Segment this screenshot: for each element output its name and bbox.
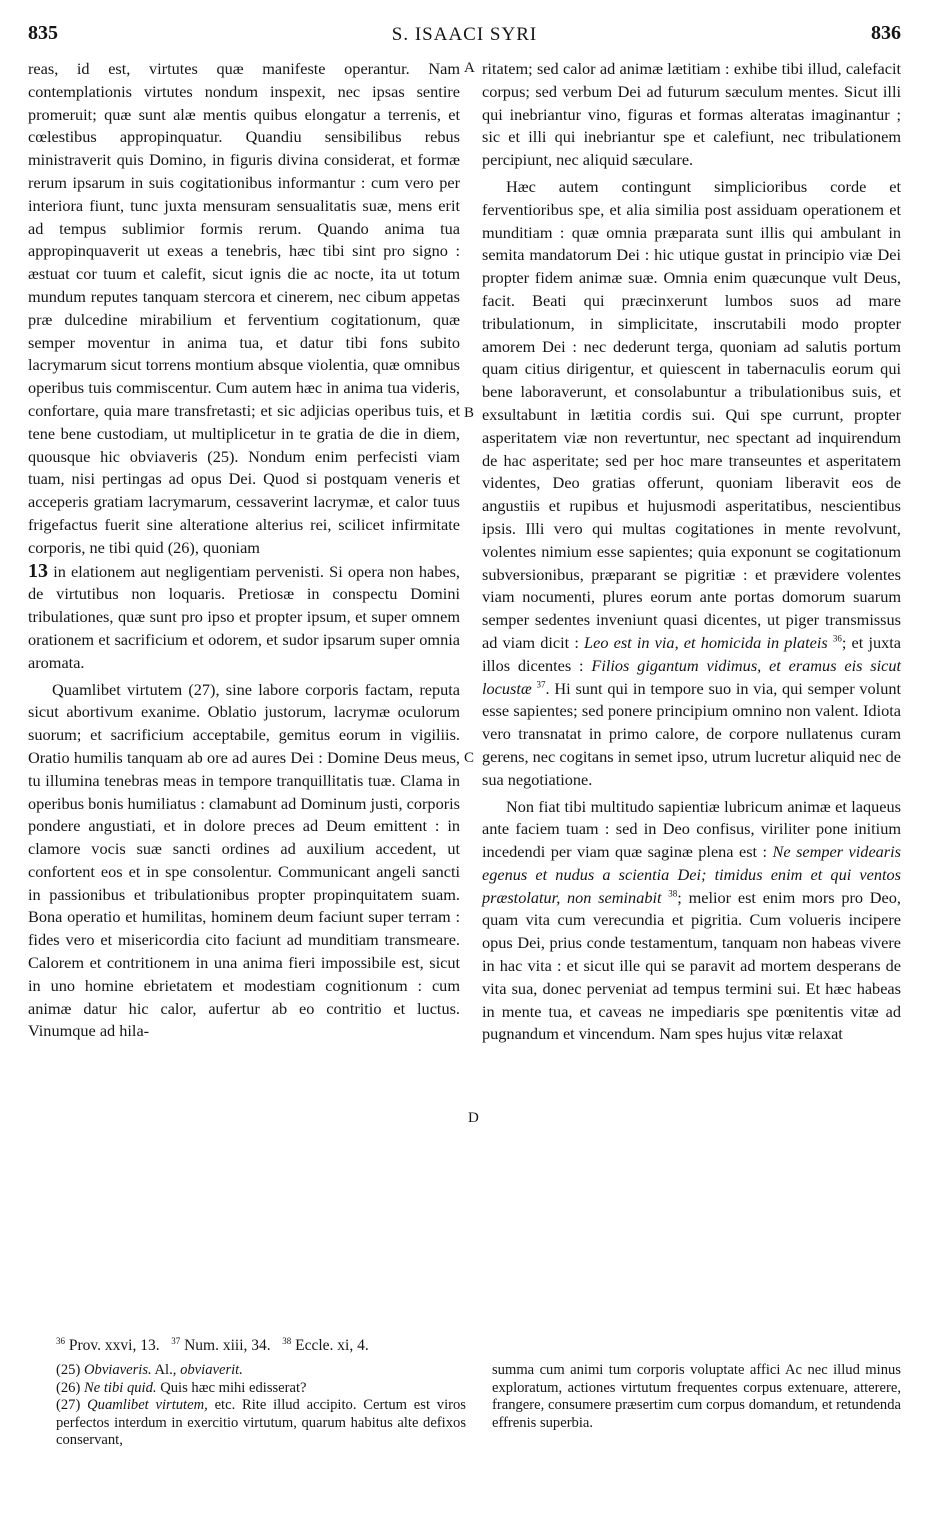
scripture-quote: Ne semper videaris egenus et nudus a scientia Dei; timidus enim et qui ventos præstolatur, non seminabit bbox=[482, 842, 902, 907]
paragraph-text: ; melior est enim mors pro Deo, quam vita cum verecundia et pigritia. Cum volueris incipere opus Dei, prius conde testamentum, tanquam non habeas vivere in hac vita : et sicut ille qui se paravit ad mortem desperans de vita sua, donec perveniat ad tempus termini sui. Et hæc habeas in mente tua, et caveas ne impediaris spe pœnitentis vitæ ad pugnandum et vincendum. Nam spes hujus vitæ relaxat bbox=[482, 887, 901, 1044]
paragraph-text: Hæc autem contingunt simplicioribus corde et ferventioribus spe, et alia similia post assiduam operationem et munditiam : quæ omnia præparata sunt illis qui ambulant in semita mandatorum Dei : hic utique gustat in principio viæ Dei propter fidem animæ suæ. Omnia enim quæcunque vult Deus, facit. Beati qui præcinxerunt lumbos suos ad mare tribulationum, in simplicitate, inscrutabili modo propter amorem Dei : nec dederunt terga, quoniam ad salutis portum quam citius dirigentur, et quiescent in tabernaculis eorum qui bene laboraverunt, et consolabuntur a tribulationibus suis, et exsultabunt in lætitia cordis sui. Qui spe currunt, propter asperitatem viæ non revertuntur, nec spectant ad inquirendum de hac asperitate; sed per hoc mare transeuntes et asperitatem videntes, Deo gratias offerunt, quoniam liberavit eos de angustiis et rupibus et hujusmodi asperitatibus, nescientibus ipsis. Illi vero qui multas cogitationes in mente revolvunt, volentes nimium esse sapientes; quia exponunt se cogitationum subversionibus, præparant se pigritiæ : et prævidere volentes viam nocumenti, plures eorum ante portas domorum suarum semper sedentes inveniunt quasi dicentes, ut piger transmissus ad viam dicit : bbox=[482, 176, 901, 652]
reference-number: 36 bbox=[56, 1335, 65, 1346]
scripture-quote: Leo est in via, et homicida in plateis bbox=[584, 632, 828, 652]
reference-text: Prov. xxvi, 13. bbox=[68, 1337, 160, 1354]
footnote-lemma: Ne tibi quid. bbox=[83, 1379, 157, 1396]
footnote-number: (27) bbox=[56, 1397, 81, 1414]
footnote-continuation: summa cum animi tum corporis voluptate affici Ac nec illud minus exploratum, actiones virtutum frequentes corpus extenuare, atterere, frangere, consumere præsertim cum corpus domandum, et retundenda effrenis superbia. bbox=[492, 1362, 901, 1431]
paragraph-text: in elationem aut negligentiam pervenisti. Si opera non habes, de virtutibus non loquaris. Pretiosæ in conspectu Domini tribulationes, quæ sunt pro ipso et propter ipsum, et super omnem orationem et sacrificium et odorem, et sudor ipsarum super omnia aromata. bbox=[28, 561, 460, 672]
footnote bbox=[56, 1362, 466, 1380]
page-number-left: 835 bbox=[28, 22, 58, 44]
paragraph bbox=[482, 796, 901, 1047]
paragraph-text: ; et juxta illos dicentes : bbox=[482, 632, 902, 675]
footnote-text: Quis hæc mihi edisserat? bbox=[160, 1379, 307, 1396]
margin-letter-d: D bbox=[468, 1110, 479, 1126]
footnote-number: (26) bbox=[56, 1379, 81, 1396]
footnote bbox=[56, 1380, 466, 1398]
page-header bbox=[28, 22, 901, 52]
margin-letter-b: B bbox=[464, 405, 475, 421]
reference-text: Num. xiii, 34. bbox=[184, 1337, 271, 1354]
footnote-text: Al., bbox=[154, 1362, 177, 1378]
scripture-quote: Filios gigantum vidimus, et eramus eis sicut locustæ bbox=[482, 655, 901, 698]
right-column bbox=[482, 58, 901, 1046]
footnote-variant: obviaverit. bbox=[180, 1362, 243, 1378]
reference-marker: 38 bbox=[668, 888, 678, 899]
reference-marker: 36 bbox=[832, 633, 842, 644]
margin-letter-c: C bbox=[464, 750, 475, 766]
paragraph bbox=[482, 176, 901, 792]
footnote-text: etc. Rite illud accipito. Certum est viros perfectos interdum in exercitio virtutum, quarum habitus alte defixos conservant, bbox=[56, 1397, 466, 1449]
footnotes-left bbox=[56, 1362, 466, 1450]
footnote-number: (25) bbox=[56, 1362, 81, 1378]
footnote-lemma: Quamlibet virtutem, bbox=[87, 1397, 208, 1414]
column-number: 13 bbox=[28, 559, 48, 582]
reference-text: Eccle. xi, 4. bbox=[295, 1337, 369, 1354]
paragraph-text: . Hi sunt qui in tempore suo in via, qui semper volunt esse sapientes; sed ponere principium omnino non valent. Idiota vero transnatat in primo calore, de corpore nullatenus curam gerens, nec cogitans in semet ipso, utrum lucretur aliquid nec de sua negotiatione. bbox=[482, 678, 902, 789]
reference-number: 38 bbox=[282, 1335, 292, 1346]
reference-marker: 37 bbox=[536, 679, 546, 690]
paragraph bbox=[28, 58, 460, 675]
scripture-references bbox=[56, 1337, 901, 1355]
footnote-lemma: Obviaveris. bbox=[83, 1362, 152, 1378]
footnote bbox=[56, 1397, 466, 1450]
margin-letter-a: A bbox=[464, 60, 475, 76]
page-number-right: 836 bbox=[871, 22, 901, 44]
paragraph-text: reas, id est, virtutes quæ manifeste operantur. Nam contemplationis virtutes nondum inspexit, nec ipsas sentire promeruit; quæ sunt alæ mentis quibus elongatur a terrenis, et cœlestibus appropinquatur. Quandiu sensibilibus rebus ministraverit quis Domino, in figuris divina considerat, et formæ rerum ipsarum in suis cogitationibus informantur : cum vero per interiora fiunt, tunc juxta mensuram sensualitatis suæ, mens erit ad tempus sublimior formis rerum. Quando anima tua appropinquaverit ut exeas a tenebris, hæc tibi sint pro signo : æstuat cor tuum et calefit, sicut ignis die ac nocte, ita ut totum mundum reputes tanquam stercora et cinerem, nec cibum appetas præ dulcedine mirabilium et ferventium cogitationum, quæ semper moventur in anima tua, et datur tibi fons subito lacrymarum sicut torrens montium absque violentia, quæ omnibus operibus tuis commiscentur. Cum autem hæc in anima tua videris, confortare, quia mare transfretasti; et sic adjicias operibus tuis, et tene bene custodiam, ut multiplicetur in te gratia de die in diem, quousque hic obviaveris (25). Nondum enim perfecisti viam tuam, nisi pertingas ad opus Dei. Quod si postquam veneris et acceperis gratiam lacrymarum, cessaverint lacrymæ, et calor tuus frigefactus fuerit sine alteratione alterius rei, scilicet infirmitate corporis, ne tibi quid (26), quoniam bbox=[28, 59, 460, 557]
paragraph: ritatem; sed calor ad animæ lætitiam : exhibe tibi illud, calefacit corpus; sed verbum Dei ad futurum sæculum mentes. Sicut illi qui inebriantur vino, figuras et formas alteratas imaginantur ; sic et illi qui inebriantur spe et calefiunt, nec tribulationem percipiunt, nec aliquid sæculare. bbox=[482, 59, 901, 170]
reference-number: 37 bbox=[171, 1335, 181, 1346]
footnotes-right bbox=[492, 1362, 901, 1432]
running-title: S. ISAACI SYRI bbox=[391, 24, 538, 45]
paragraph-text: Non fiat tibi multitudo sapientiæ lubricum animæ et laqueus ante faciem tuam : sed in Deo confisus, viriliter pone initium incedendi per viam quæ saginæ plena est : bbox=[482, 796, 901, 862]
left-column bbox=[28, 58, 460, 1043]
paragraph: Quamlibet virtutem (27), sine labore corporis factam, reputa sicut abortivum exanime. Oblatio justorum, lacrymæ oculorum suorum; et sacrificium acceptabile, gemitus eorum in vigiliis. Oratio humilis tanquam ab ore ad aures Dei : Domine Deus meus, tu illumina tenebras meas in tempore tranquillitatis tuæ. Clama in operibus bonis humiliatus : clamabunt ad Dominum justi, corporis pondere angustiati, et in dolore preces ad Deum emittent : in clamore vocis suæ sancti ordines ad auxilium accedent, ut confortent eos et in spe consolentur. Communicant angeli sancti in passionibus et tribulationibus propter propinquitatem suam. Bona operatio et humilitas, hominem deum faciunt super terram : fides vero et misericordia cito faciunt ad munditiam transmeare. Calorem et contritionem in una anima fieri impossibile est, sicut in uno homine ebrietatem et modestiam cognitionum : cum animæ datur hic calor, aufertur ab eo contritio et luctus. Vinumque ad hila- bbox=[28, 679, 460, 1041]
